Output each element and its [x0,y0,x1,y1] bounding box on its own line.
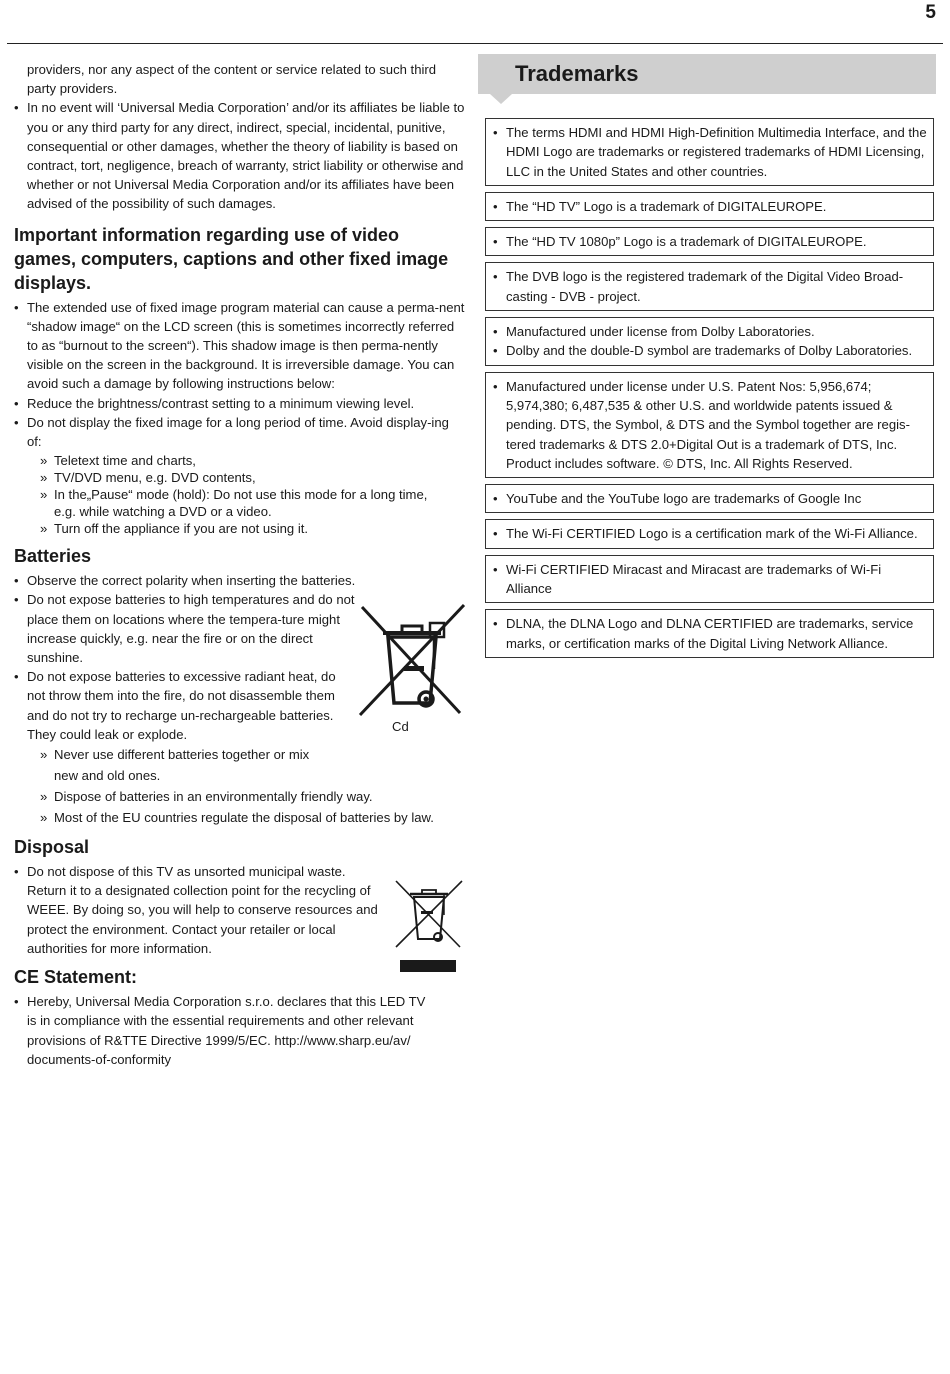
list-item: • The extended use of fixed image program material can cause a perma-nent “shadow image“ on the LCD screen (this is sometimes incorrectly referred to as “burnout to the screen“). This shadow image is then perma-nently visible on the screen in the background. It is irreversible damage. You can avoid such a damage by following instructions below: [14,298,466,394]
trademark-box [485,192,934,221]
sub-list-item: » Never use different batteries together or mix new and old ones. [14,744,466,786]
batteries-sublist [14,744,466,828]
trademark-box [485,262,934,311]
list-item: • Reduce the brightness/contrast setting to a minimum viewing level. [14,394,466,413]
list-item: • Do not expose batteries to excessive radiant heat, do not throw them into the fire, do not disassemble them and do not try to recharge un-rechargeable batteries. They could leak or explode. [14,667,466,744]
fixed-image-list [14,298,466,452]
header-rule [7,43,943,44]
sub-list-item: » Most of the EU countries regulate the disposal of batteries by law. [14,807,466,828]
section-heading-fixed-image: Important information regarding use of video games, computers, captions and other fixed image displays. [14,224,449,293]
trademarks-list [478,118,936,658]
trademark-box [485,519,934,548]
trademark-item: • The Wi-Fi CERTIFIED Logo is a certification mark of the Wi-Fi Alliance. [493,524,929,543]
sub-list-item: » TV/DVD menu, e.g. DVD contents, [14,469,466,486]
left-column [14,60,466,1069]
sub-list-item: » Turn off the appliance if you are not using it. [14,520,466,537]
list-item: • Do not display the fixed image for a long period of time. Avoid display-ing of: [14,413,466,451]
trademark-item: • Manufactured under license under U.S. Patent Nos: 5,956,674; 5,974,380; 6,487,535 & other U.S. and worldwide patents issued & pending. DTS, the Symbol, & DTS and the Symbol together are regis-tered trademarks & DTS 2.0+Digital Out is a trademark of DTS, Inc. Product includes software. © DTS, Inc. All Rights Reserved. [493,377,929,473]
section-heading-batteries: Batteries [14,546,92,567]
crossed-bin-battery-icon [356,599,468,724]
trademark-box [485,118,934,186]
page-number: 5 [925,2,936,23]
trademarks-section [478,54,936,664]
fixed-image-sublist [14,452,466,537]
list-item: • Hereby, Universal Media Corporation s.r.o. declares that this LED TV is in compliance with the essential requirements and other relevant provisions of R&TTE Directive 1999/5/EC. http://www.sharp.eu/av/ documents-of-conformity [14,992,466,1069]
list-item: • In no event will ‘Universal Media Corporation’ and/or its affiliates be liable to you or any third party for any direct, indirect, special, incidental, punitive, consequential or other damages, whether the theory of liability is based on contract, tort, negligence, breach of warranty, strict liability or otherwise and whether or not Universal Media Corporation and/or its affiliates have been advised of the possibility of such damages. [14,98,466,213]
ce-list [14,992,466,1069]
trademarks-header [478,54,936,94]
trademark-item: • The “HD TV 1080p” Logo is a trademark of DIGITALEUROPE. [493,232,929,251]
intro-list [14,60,466,214]
sub-list-item: » Teletext time and charts, [14,452,466,469]
trademark-item: • Manufactured under license from Dolby Laboratories. [493,322,929,341]
trademark-box [485,484,934,513]
list-item: • Do not expose batteries to high temperatures and do not place them on locations where the tempera-ture might increase quickly, e.g. near the fire or on the direct sunshine. [14,590,466,667]
trademark-item: • Wi-Fi CERTIFIED Miracast and Miracast are trademarks of Wi-Fi Alliance [493,560,929,599]
crossed-bin-weee-icon [394,879,464,980]
cd-label: Cd [392,719,409,734]
list-item: providers, nor any aspect of the content or service related to such third party providers. [27,62,437,97]
list-item: • Do not dispose of this TV as unsorted municipal waste. Return it to a designated collection point for the recycling of WEEE. By doing so, you will help to conserve resources and protect the environment. Contact your retailer or local authorities for more information. [14,862,466,958]
section-heading-disposal: Disposal [14,837,90,858]
trademark-item: • Dolby and the double-D symbol are trademarks of Dolby Laboratories. [493,341,929,360]
trademark-box [485,555,934,604]
section-heading-ce: CE Statement: [14,967,138,988]
trademarks-title: Trademarks [515,61,639,86]
sub-list-item: » In the„Pause“ mode (hold): Do not use this mode for a long time, e.g. while watching a DVD or a video. [14,486,466,520]
trademark-item: • DLNA, the DLNA Logo and DLNA CERTIFIED are trademarks, service marks, or certification marks of the Digital Living Network Alliance. [493,614,929,653]
trademark-box [485,372,934,478]
trademark-box [485,227,934,256]
trademark-item: • YouTube and the YouTube logo are trademarks of Google Inc [493,489,929,508]
trademark-box [485,609,934,658]
sub-list-item: » Dispose of batteries in an environmentally friendly way. [14,786,466,807]
trademark-item: • The terms HDMI and HDMI High-Definition Multimedia Interface, and the HDMI Logo are trademarks or registered trademarks of HDMI Licensing, LLC in the United States and other countries. [493,123,929,181]
trademark-box [485,317,934,366]
trademark-item: • The “HD TV” Logo is a trademark of DIGITALEUROPE. [493,197,929,216]
list-item: • Observe the correct polarity when inserting the batteries. [14,571,466,590]
header-notch [490,94,512,104]
trademark-item: • The DVB logo is the registered trademark of the Digital Video Broad-casting - DVB - project. [493,267,929,306]
